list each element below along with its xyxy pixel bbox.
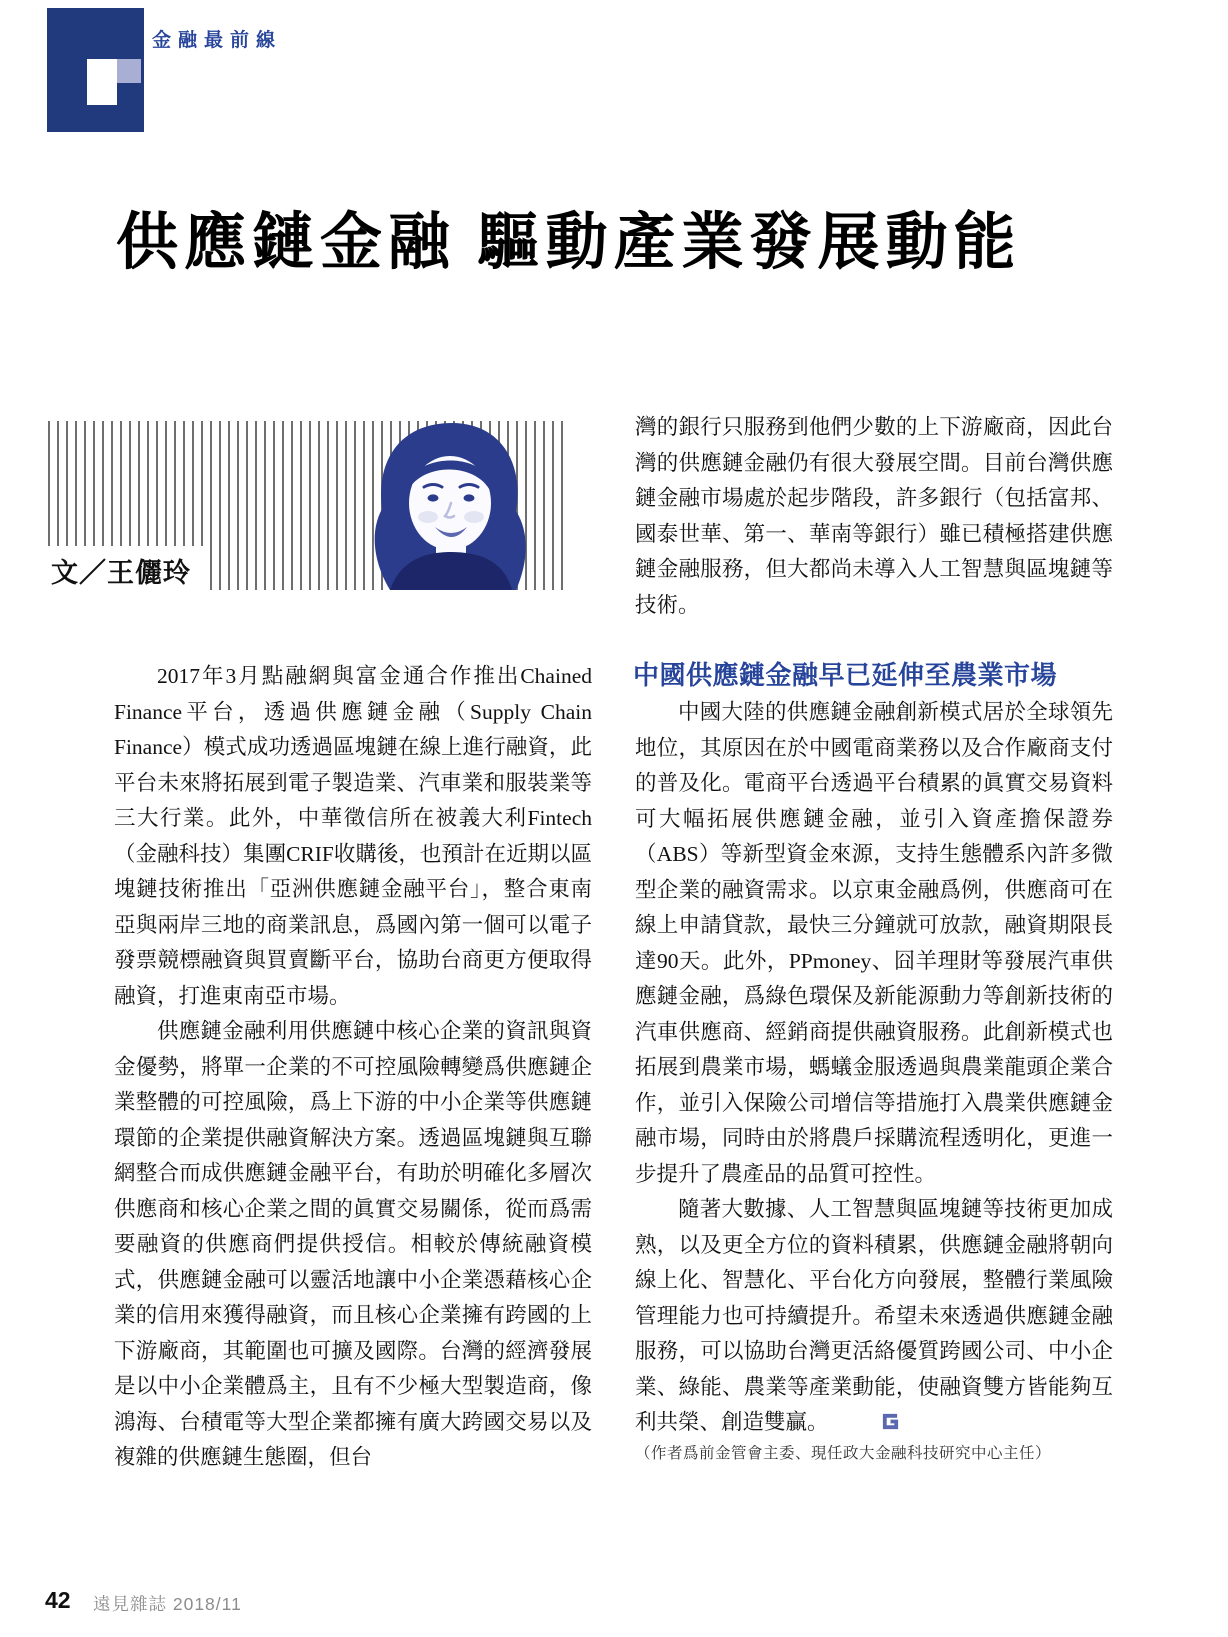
paragraph [635,1192,1113,1441]
section-label: 金融最前線 [152,30,283,51]
author-media-block [48,421,570,590]
page-number: 42 [45,1587,71,1613]
end-mark-g-icon [838,1407,857,1426]
author-footnote: （作者爲前金管會主委、現任政大金融科技研究中心主任） [635,1445,1052,1462]
article-title: 供應鏈金融 驅動產業發展動能 [116,209,1022,277]
byline-box [48,546,209,599]
publisher-logo-accent [117,59,141,83]
publisher-logo [47,8,144,132]
byline: 文／王儷玲 [51,558,191,588]
paragraph: 灣的銀行只服務到他們少數的上下游廠商，因此台灣的供應鏈金融仍有很大發展空間。目前台灣供應鏈金融市場處於起步階段，許多銀行（包括富邦、國泰世華、第一、華南等銀行）雖已積極搭建供應鏈金融服務，但大都尚未導入人工智慧與區塊鏈等技術。 [635,415,1113,617]
right-column-body [635,695,1113,1441]
paragraph-text: 隨著大數據、人工智慧與區塊鏈等技術更加成熟，以及更全方位的資料積累，供應鏈金融將朝向線上化、智慧化、平台化方向發展，整體行業風險管理能力也可持續提升。希望未來透過供應鏈金融服務，可以協助台灣更活絡優質跨國公司、中小企業、綠能、農業等產業動能，使融資雙方皆能夠互利共榮、創造雙贏。 [635,1197,1113,1434]
publisher-logo-notch [87,59,117,105]
paragraph: 供應鏈金融利用供應鏈中核心企業的資訊與資金優勢，將單一企業的不可控風險轉變爲供應鏈企業整體的可控風險，爲上下游的中小企業等供應鏈環節的企業提供融資解決方案。透過區塊鏈與互聯網整合而成供應鏈金融平台，有助於明確化多層次供應商和核心企業之間的眞實交易關係，從而爲需要融資的供應商們提供授信。相較於傳統融資模式，供應鏈金融可以靈活地讓中小企業憑藉核心企業的信用來獲得融資，而且核心企業擁有跨國的上下游廠商，其範圍也可擴及國際。台灣的經濟發展是以中小企業體爲主，且有不少極大型製造商，像鴻海、台積電等大型企業都擁有廣大跨國交易以及複雜的供應鏈生態圈，但台 [114,1019,592,1469]
right-column-continuation [635,410,1113,623]
paragraph: 2017年3月點融網與富金通合作推出Chained Finance平台，透過供應鏈金融（Supply Chain Finance）模式成功透過區塊鏈在線上進行融資，此平台未來將拓展到電子製造業、汽車業和服裝業等三大行業。此外，中華徵信所在被義大利Fintech（金融科技）集團CRIF收購後，也預計在近期以區塊鏈技術推出「亞洲供應鏈金融平台」，整合東南亞與兩岸三地的商業訊息，爲國內第一個可以電子發票競標融資與買賣斷平台，協助台商更方便取得融資，打進東南亞市場。 [114,664,592,1008]
paragraph: 中國大陸的供應鏈金融創新模式居於全球領先地位，其原因在於中國電商業務以及合作廠商支付的普及化。電商平台透過平台積累的眞實交易資料可大幅拓展供應鏈金融，並引入資產擔保證券（ABS）等新型資金來源，支持生態體系內許多微型企業的融資需求。以京東金融爲例，供應商可在線上申請貸款，最快三分鐘就可放款，融資期限長達90天。此外，PPmoney、囧羊理財等發展汽車供應鏈金融，爲綠色環保及新能源動力等創新技術的汽車供應商、經銷商提供融資服務。此創新模式也拓展到農業市場，螞蟻金服透過與農業龍頭企業合作，並引入保險公司增信等措施打入農業供應鏈金融市場，同時由於將農戶採購流程透明化，更進一步提升了農產品的品質可控性。 [635,700,1113,1186]
author-portrait-photo [340,421,565,590]
subheading: 中國供應鏈金融早已延伸至農業市場 [633,660,1058,690]
left-column [114,659,592,1476]
magazine-label: 遠見雜誌 2018/11 [93,1594,242,1614]
